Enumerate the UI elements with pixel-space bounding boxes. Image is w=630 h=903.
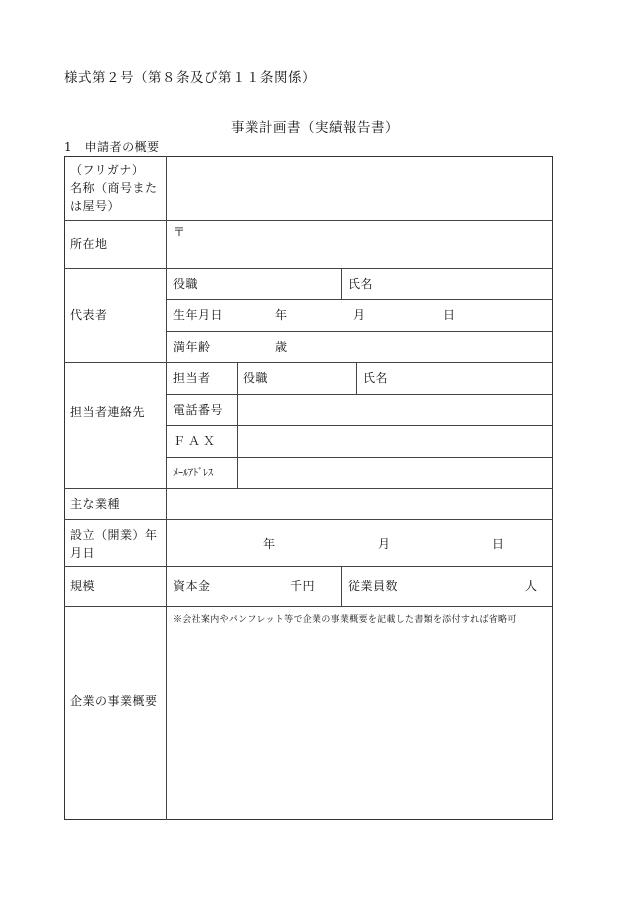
- established-month-unit: 月: [378, 537, 391, 551]
- rep-name-field[interactable]: [380, 269, 552, 298]
- phone-label: 電話番号: [173, 403, 224, 417]
- overview-note: ※会社案内やパンフレット等で企業の事業概要を記載した書類を添付すれば省略可: [173, 615, 517, 625]
- column-divider: [356, 362, 357, 394]
- birth-day-unit: 日: [443, 308, 456, 322]
- age-unit: 歳: [275, 340, 288, 354]
- birthdate-label: 生年月日: [173, 308, 224, 322]
- industry-field[interactable]: [167, 489, 552, 518]
- column-divider: [341, 268, 342, 299]
- birth-month-unit: 月: [353, 308, 366, 322]
- phone-field[interactable]: [238, 395, 552, 424]
- email-label: ﾒｰﾙｱﾄﾞﾚｽ: [173, 468, 213, 479]
- section-heading: 1 申請者の概要: [64, 140, 160, 154]
- row-divider: [64, 606, 553, 607]
- rep-position-field[interactable]: [212, 269, 340, 298]
- form-reference: 様式第２号（第８条及び第１１条関係）: [64, 70, 316, 86]
- contact-position-field[interactable]: [280, 363, 355, 393]
- established-year-unit: 年: [263, 537, 276, 551]
- address-label: 所在地: [70, 237, 108, 251]
- established-day-unit: 日: [492, 537, 505, 551]
- contact-label: 担当者連絡先: [70, 405, 146, 419]
- capital-label: 資本金: [173, 579, 211, 593]
- document-title: 事業計画書（実績報告書）: [231, 120, 399, 136]
- scale-label: 規模: [70, 579, 96, 593]
- capital-unit: 千円: [290, 579, 316, 593]
- address-field[interactable]: [190, 221, 552, 267]
- fax-label: ＦＡＸ: [173, 434, 219, 448]
- contact-position-label: 役職: [243, 371, 269, 385]
- established-label-cont: 月日: [70, 546, 96, 560]
- business-name-label: 名称（商号また: [70, 181, 158, 195]
- contact-person-label: 担当者: [173, 371, 211, 385]
- row-divider: [166, 331, 553, 332]
- employees-unit: 人: [525, 579, 538, 593]
- employees-label: 従業員数: [348, 579, 399, 593]
- birth-year-unit: 年: [275, 308, 288, 322]
- rep-name-label: 氏名: [348, 277, 374, 291]
- capital-field[interactable]: [215, 567, 285, 605]
- employees-field[interactable]: [410, 567, 515, 605]
- row-divider: [166, 299, 553, 300]
- business-overview-field[interactable]: [167, 630, 552, 818]
- furigana-label: （フリガナ）: [70, 163, 145, 177]
- rep-position-label: 役職: [173, 277, 199, 291]
- row-divider: [64, 519, 553, 520]
- business-name-field[interactable]: [167, 157, 552, 219]
- business-name-label-cont: は屋号）: [70, 199, 121, 213]
- contact-name-field[interactable]: [395, 363, 552, 393]
- established-label: 設立（開業）年: [70, 528, 158, 542]
- business-overview-label: 企業の事業概要: [70, 694, 158, 708]
- postal-mark: 〒: [173, 225, 186, 239]
- representative-label: 代表者: [70, 308, 108, 322]
- column-divider: [341, 566, 342, 606]
- industry-label: 主な業種: [70, 497, 121, 511]
- contact-name-label: 氏名: [363, 371, 389, 385]
- fax-field[interactable]: [238, 426, 552, 456]
- email-field[interactable]: [238, 458, 552, 487]
- age-label: 満年齢: [173, 340, 211, 354]
